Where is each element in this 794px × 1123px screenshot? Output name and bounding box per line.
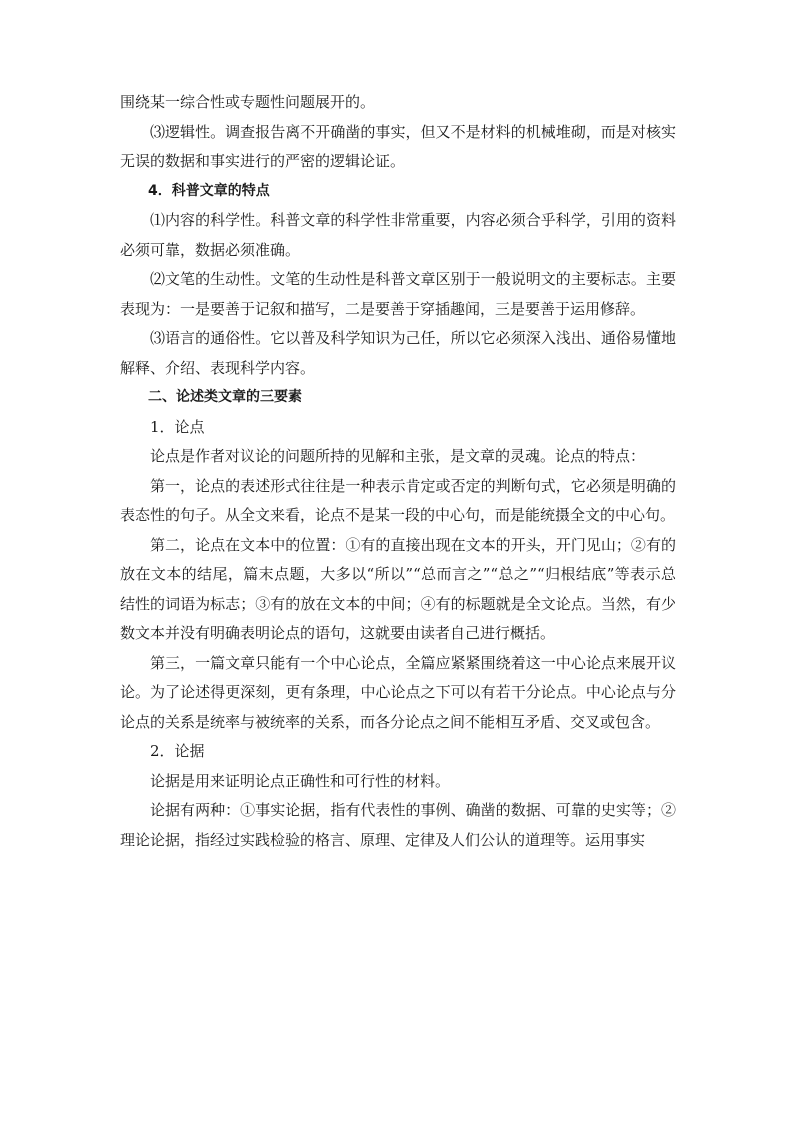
paragraph-evidence-definition: 论据是用来证明论点正确性和可行性的材料。 [150, 771, 451, 790]
section-heading-science-article: 4．科普文章的特点 [148, 182, 270, 199]
paragraph-logic: ⑶逻辑性。调查报告离不开确凿的事实，但又不是材料的机械堆砌，而是对核实无误的数据和事实进行的严密的逻辑论证。 [120, 122, 676, 170]
paragraph-argument-third: 第三，一篇文章只能有一个中心论点，全篇应紧紧围绕着这一中心论点来展开议论。为了论述得更深刻，更有条理，中心论点之下可以有若干分论点。中心论点与分论点的关系是统率与被统率的关系，而各分论点之间不能相互矛盾、交叉或包含。 [120, 653, 676, 731]
section-heading-three-elements: 二、论述类文章的三要素 [148, 389, 302, 405]
paragraph-vivid: ⑵文笔的生动性。文笔的生动性是科普文章区别于一般说明文的主要标志。主要表现为：一是要善于记叙和描写，二是要善于穿插趣闻，三是要善于运用修辞。 [120, 270, 676, 318]
subheading-argument: 1．论点 [150, 417, 205, 436]
subheading-evidence: 2．论据 [150, 742, 205, 760]
document-body [120, 88, 676, 855]
paragraph-evidence-types: 论据有两种：①事实论据，指有代表性的事例、确凿的数据、可靠的史实等；②理论论据，指经过实践检验的格言、原理、定律及人们公认的道理等。运用事实 [120, 801, 676, 849]
paragraph-argument-definition: 论点是作者对议论的问题所持的见解和主张，是文章的灵魂。论点的特点： [150, 447, 646, 465]
paragraph-argument-second: 第二，论点在文本中的位置：①有的直接出现在文本的开头，开门见山；②有的放在文本的结尾，篇末点题，大多以“所以”“总而言之”“总之”“归根结底”等表示总结性的词语为标志；③有的放在文本的中间；④有的标题就是全文论点。当然，有少数文本并没有明确表明论点的语句，这就要由读者自己进行概括。 [120, 535, 676, 642]
paragraph-argument-first: 第一，论点的表述形式往往是一种表示肯定或否定的判断句式，它必须是明确的表态性的句子。从全文来看，论点不是某一段的中心句，而是能统摄全文的中心句。 [120, 476, 676, 524]
paragraph-continuation: 围绕某一综合性或专题性问题展开的。 [120, 93, 376, 111]
paragraph-scientific: ⑴内容的科学性。科普文章的科学性非常重要，内容必须合乎科学，引用的资料必须可靠，数据必须准确。 [120, 211, 676, 259]
paragraph-popular: ⑶语言的通俗性。它以普及科学知识为己任，所以它必须深入浅出、通俗易懂地解释、介绍、表现科学内容。 [120, 329, 676, 377]
